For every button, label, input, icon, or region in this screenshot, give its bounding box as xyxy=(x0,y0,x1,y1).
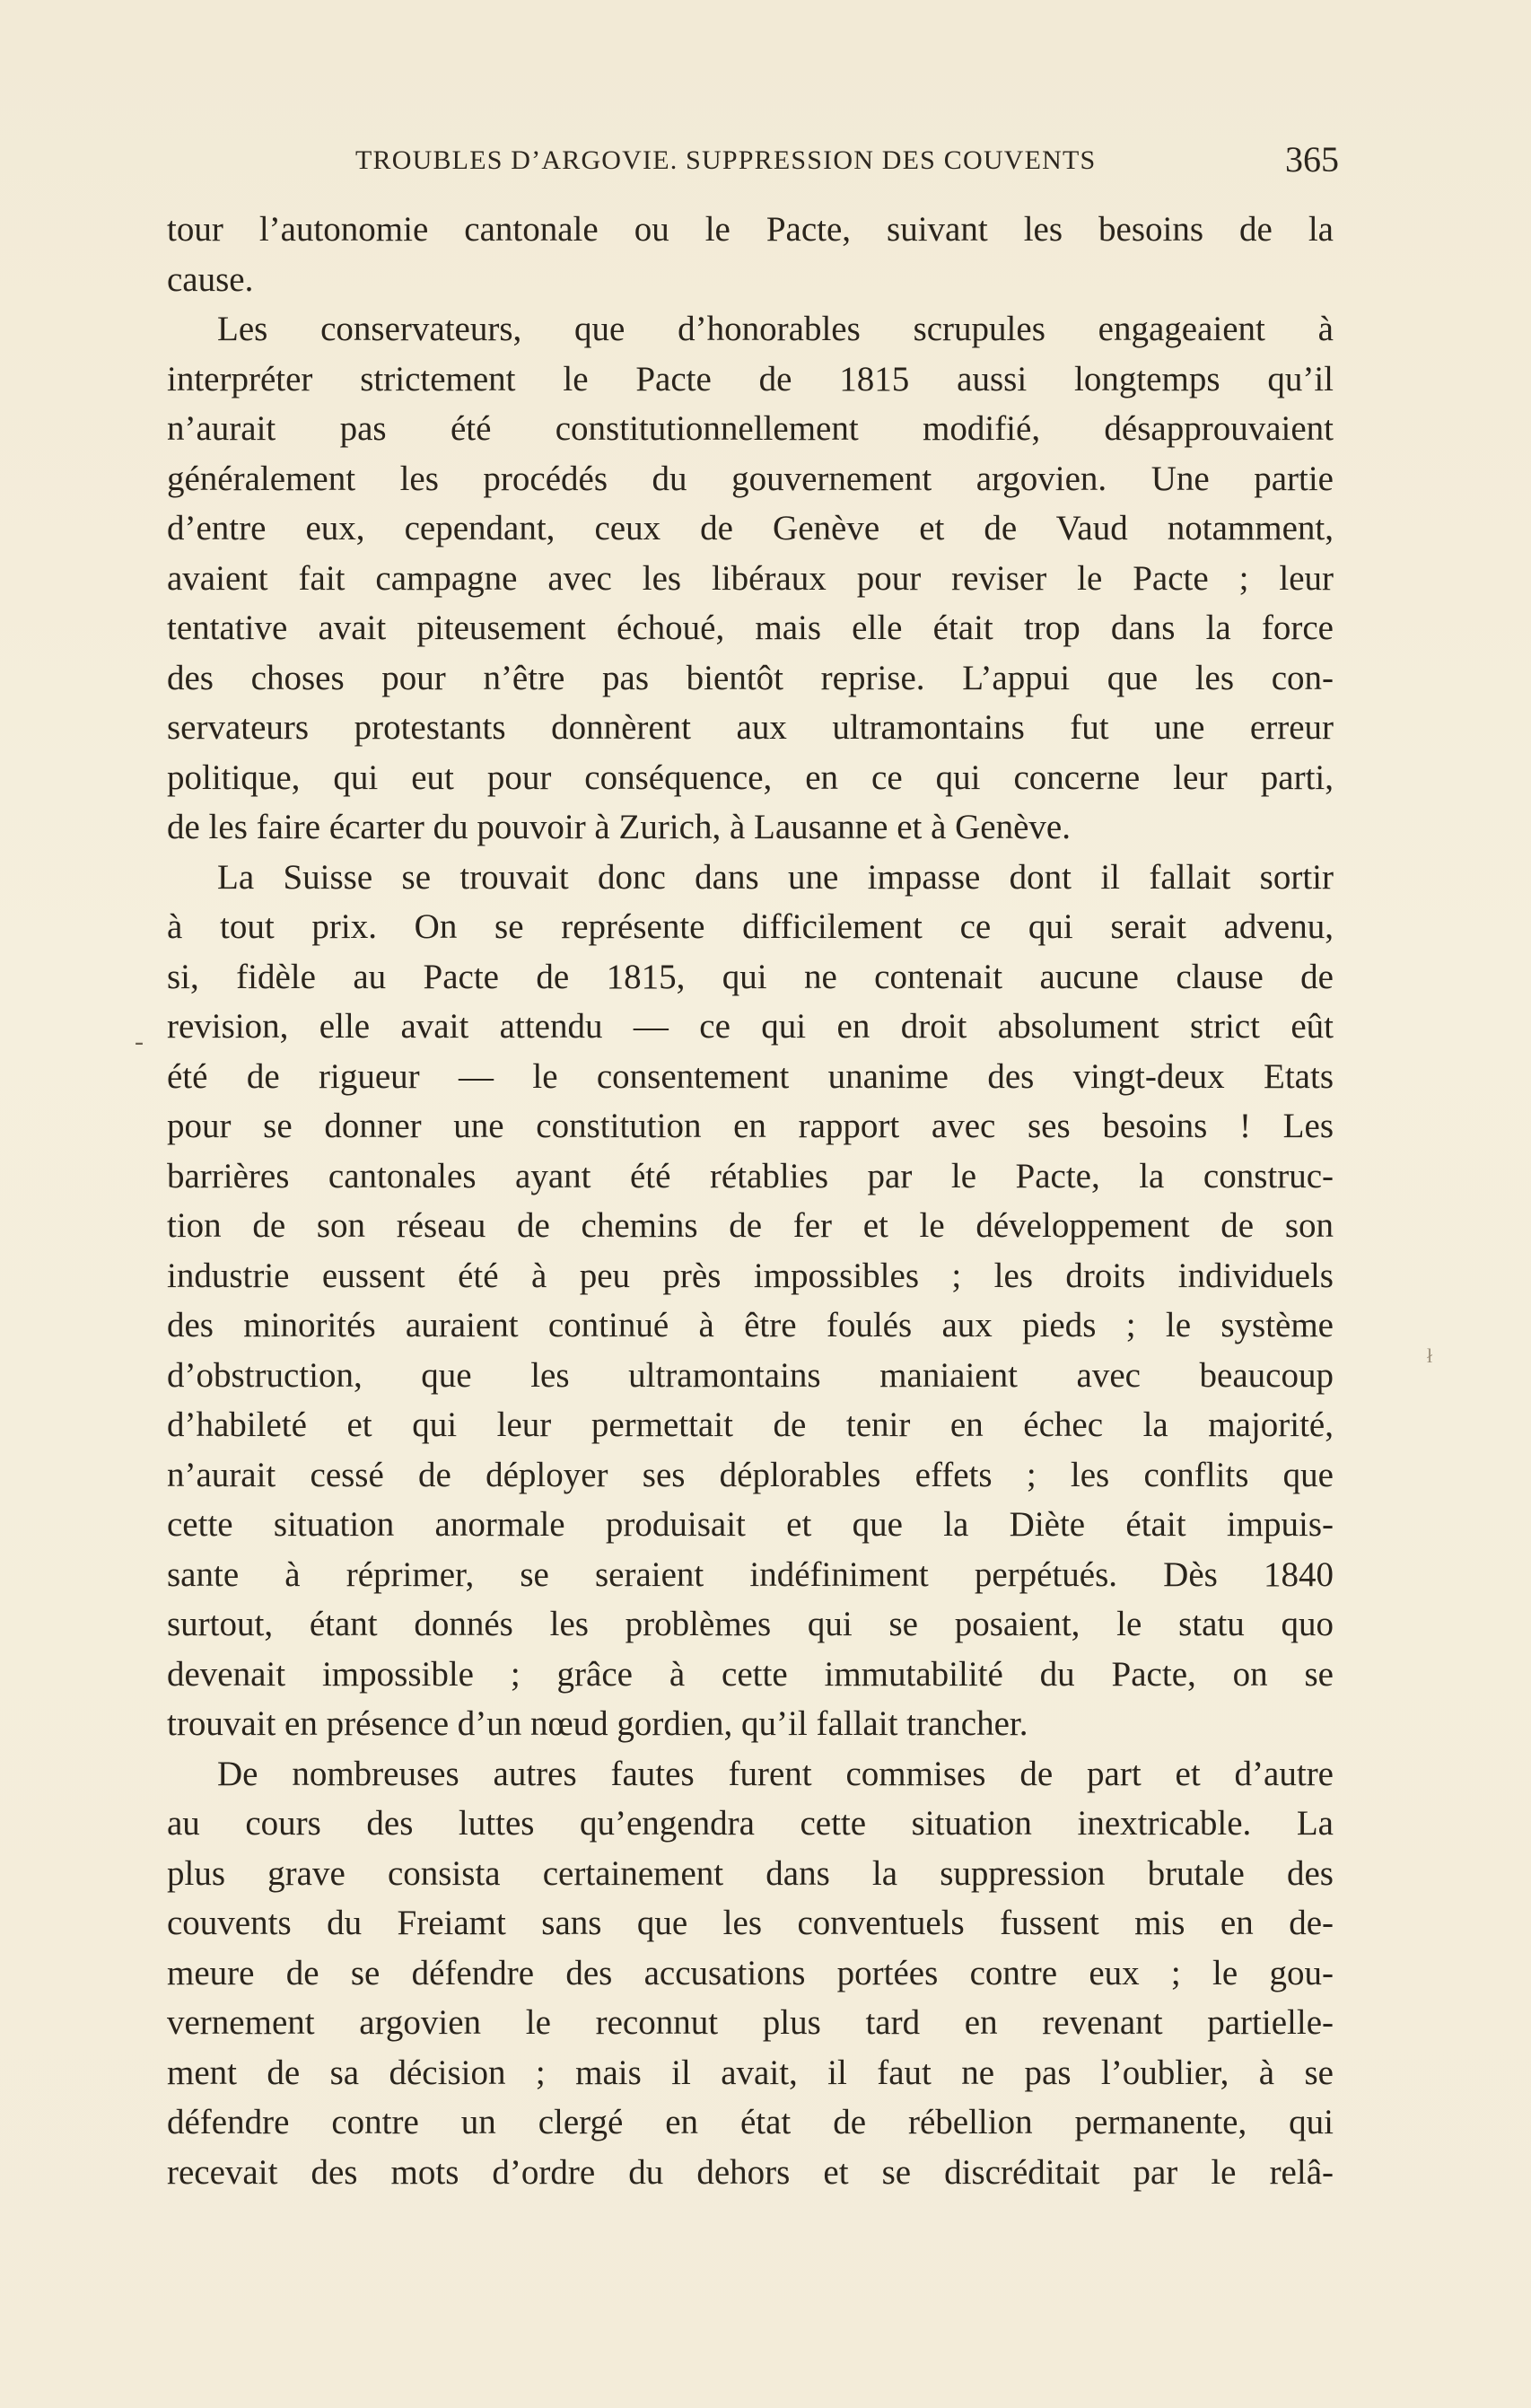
text-line: des minorités auraient continué à être foulés aux pieds ; le système xyxy=(167,1306,1334,1344)
text-line: si, fidèle au Pacte de 1815, qui ne contenait aucune clause de xyxy=(167,957,1334,996)
text-line: politique, qui eut pour conséquence, en ce qui concerne leur parti, xyxy=(167,757,1334,797)
text-line: à tout prix. On se représente difficilement ce qui serait advenu, xyxy=(167,907,1334,946)
text-line: tion de son réseau de chemins de fer et le développement de son xyxy=(167,1206,1334,1245)
text-line: vernement argovien le reconnut plus tard en revenant partielle- xyxy=(167,2003,1334,2042)
body-text xyxy=(167,205,1334,2197)
text-line: avaient fait campagne avec les libéraux pour reviser le Pacte ; leur xyxy=(167,558,1334,598)
text-line: interpréter strictement le Pacte de 1815 aussi longtemps qu’il xyxy=(167,359,1334,398)
page-header xyxy=(167,139,1339,187)
text-line: des choses pour n’être pas bientôt reprise. L’appui que les con- xyxy=(167,658,1334,697)
text-line: De nombreuses autres fautes furent commises de part et d’autre xyxy=(217,1754,1334,1793)
text-line: d’habileté et qui leur permettait de tenir en échec la majorité, xyxy=(167,1405,1334,1444)
text-line: sante à réprimer, se seraient indéfiniment perpétués. Dès 1840 xyxy=(167,1554,1334,1594)
text-line: n’aurait pas été constitutionnellement modifié, désapprouvaient xyxy=(167,409,1334,448)
margin-dash-mark: - xyxy=(135,1027,144,1056)
text-line: La Suisse se trouvait donc dans une impasse dont il fallait sortir xyxy=(217,857,1334,897)
text-line: tour l’autonomie cantonale ou le Pacte, suivant les besoins de la xyxy=(167,210,1334,249)
text-line: tentative avait piteusement échoué, mais elle était trop dans la force xyxy=(167,609,1334,647)
text-line: revision, elle avait attendu — ce qui en droit absolument strict eût xyxy=(167,1007,1334,1046)
text-line: d’entre eux, cependant, ceux de Genève et de Vaud notamment, xyxy=(167,509,1334,547)
text-line: pour se donner une constitution en rapport avec ses besoins ! Les xyxy=(167,1107,1334,1145)
text-line: industrie eussent été à peu près impossibles ; les droits individuels xyxy=(167,1256,1334,1295)
text-line: devenait impossible ; grâce à cette immutabilité du Pacte, on se xyxy=(167,1654,1334,1694)
text-line: cette situation anormale produisait et que la Diète était impuis- xyxy=(167,1505,1334,1544)
text-line: cause. xyxy=(167,259,254,299)
text-line: plus grave consista certainement dans la suppression brutale des xyxy=(167,1853,1334,1893)
text-line: été de rigueur — le consentement unanime des vingt-deux Etats xyxy=(167,1056,1334,1096)
text-line: barrières cantonales ayant été rétablies par le Pacte, la construc- xyxy=(167,1156,1334,1195)
text-line: ment de sa décision ; mais il avait, il faut ne pas l’oublier, à se xyxy=(167,2053,1334,2092)
text-line: de les faire écarter du pouvoir à Zurich, à Lausanne et à Genève. xyxy=(167,808,1071,846)
text-line: servateurs protestants donnèrent aux ultramontains fut une erreur xyxy=(167,708,1334,747)
page-number: 365 xyxy=(1285,139,1339,180)
text-line: défendre contre un clergé en état de rébellion permanente, qui xyxy=(167,2103,1334,2141)
text-line: trouvait en présence d’un nœud gordien, qu’il fallait trancher. xyxy=(167,1704,1028,1743)
text-line: généralement les procédés du gouvernement argovien. Une partie xyxy=(167,459,1334,498)
text-line: n’aurait cessé de déployer ses déplorables effets ; les conflits que xyxy=(167,1455,1334,1494)
running-title: TROUBLES D’ARGOVIE. SUPPRESSION DES COUVENTS xyxy=(355,145,1097,175)
text-line: Les conservateurs, que d’honorables scrupules engageaient à xyxy=(217,310,1334,348)
text-line: recevait des mots d’ordre du dehors et se discréditait par le relâ- xyxy=(167,2152,1334,2192)
text-line: couvents du Freiamt sans que les conventuels fussent mis en de- xyxy=(167,1904,1334,1942)
text-line: au cours des luttes qu’engendra cette situation inextricable. La xyxy=(167,1804,1334,1843)
text-line: d’obstruction, que les ultramontains maniaient avec beaucoup xyxy=(167,1355,1334,1395)
margin-pencil-mark: ł xyxy=(1427,1344,1433,1367)
text-line: surtout, étant donnés les problèmes qui se posaient, le statu quo xyxy=(167,1605,1334,1643)
text-line: meure de se défendre des accusations portées contre eux ; le gou- xyxy=(167,1953,1334,1992)
